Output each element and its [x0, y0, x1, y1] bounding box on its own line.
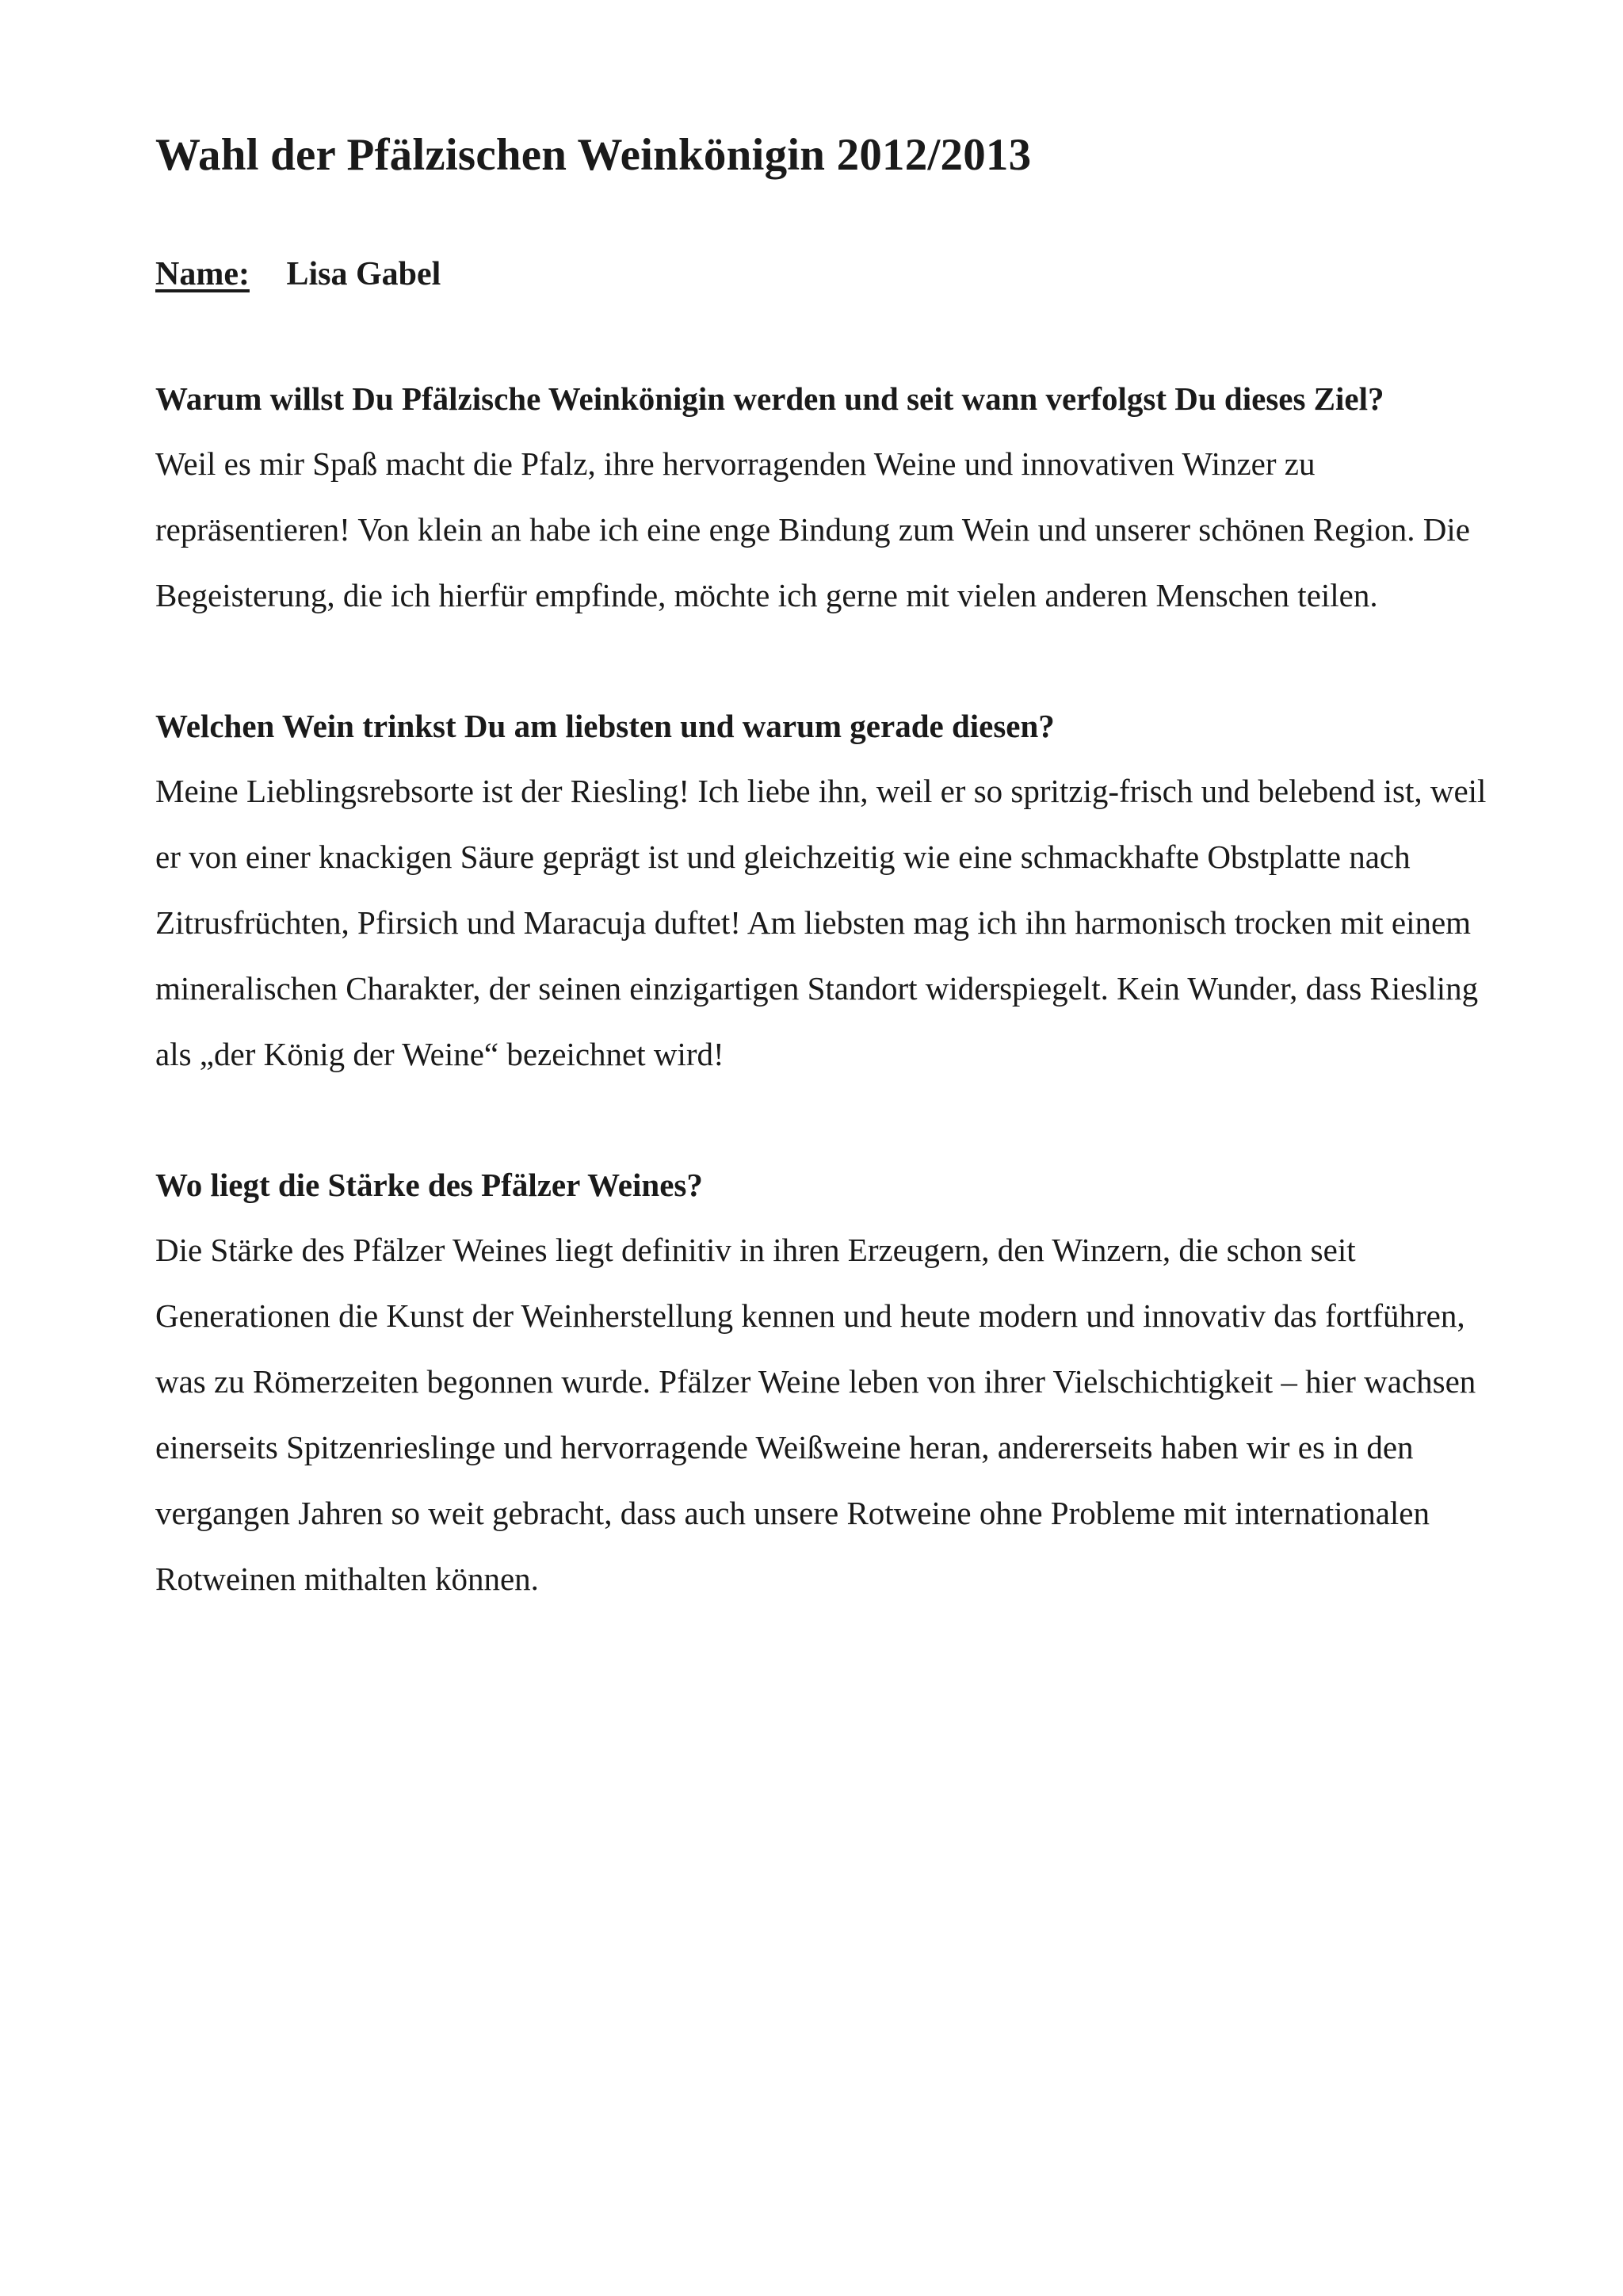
answer-paragraph: Die Stärke des Pfälzer Weines liegt definitiv in ihren Erzeugern, den Winzern, die schon seit Generationen die Kunst der Weinherstellung kennen und heute modern und innovativ das fortführen, was zu Römerzeiten begonnen wurde. Pfälzer Weine leben von ihrer Vielschichtigkeit – hier wachsen einerseits Spitzenrieslinge und hervorragende Weißweine heran, andererseits haben wir es in den vergangen Jahren so weit gebracht, dass auch unsere Rotweine ohne Probleme mit internationalen Rotweinen mithalten können. — [155, 1232, 1476, 1597]
section-favorite-wine — [155, 693, 1503, 1087]
name-label: Name: — [155, 256, 250, 292]
section-why-queen — [155, 366, 1503, 628]
answer-paragraph: Meine Lieblingsrebsorte ist der Riesling! Ich liebe ihn, weil er so spritzig-frisch und belebend ist, weil er von einer knackigen Säure geprägt ist und gleichzeitig wie eine schmackhafte Obstplatte nach Zitrusfrüchten, Pfirsich und Maracuja duftet! Am liebsten mag ich ihn harmonisch trocken mit einem mineralischen Charakter, der seinen einzigartigen Standort widerspiegelt. Kein Wunder, dass Riesling als „der König der Weine“ bezeichnet wird! — [155, 773, 1487, 1072]
document-page — [155, 125, 1503, 1612]
document-title: Wahl der Pfälzischen Weinkönigin 2012/2013 — [155, 130, 1032, 180]
question-heading: Warum willst Du Pfälzische Weinkönigin werden und seit wann verfolgst Du dieses Ziel? — [155, 380, 1384, 417]
section-wine-strength — [155, 1152, 1503, 1612]
answer-paragraph: Weil es mir Spaß macht die Pfalz, ihre hervorragenden Weine und innovativen Winzer zu repräsentieren! Von klein an habe ich eine enge Bindung zum Wein und unserer schönen Region. Die Begeisterung, die ich hierfür empfinde, möchte ich gerne mit vielen anderen Menschen teilen. — [155, 445, 1470, 613]
question-heading: Welchen Wein trinkst Du am liebsten und warum gerade diesen? — [155, 708, 1055, 744]
question-heading: Wo liegt die Stärke des Pfälzer Weines? — [155, 1167, 703, 1203]
name-row — [155, 252, 1503, 296]
name-value: Lisa Gabel — [286, 256, 441, 292]
